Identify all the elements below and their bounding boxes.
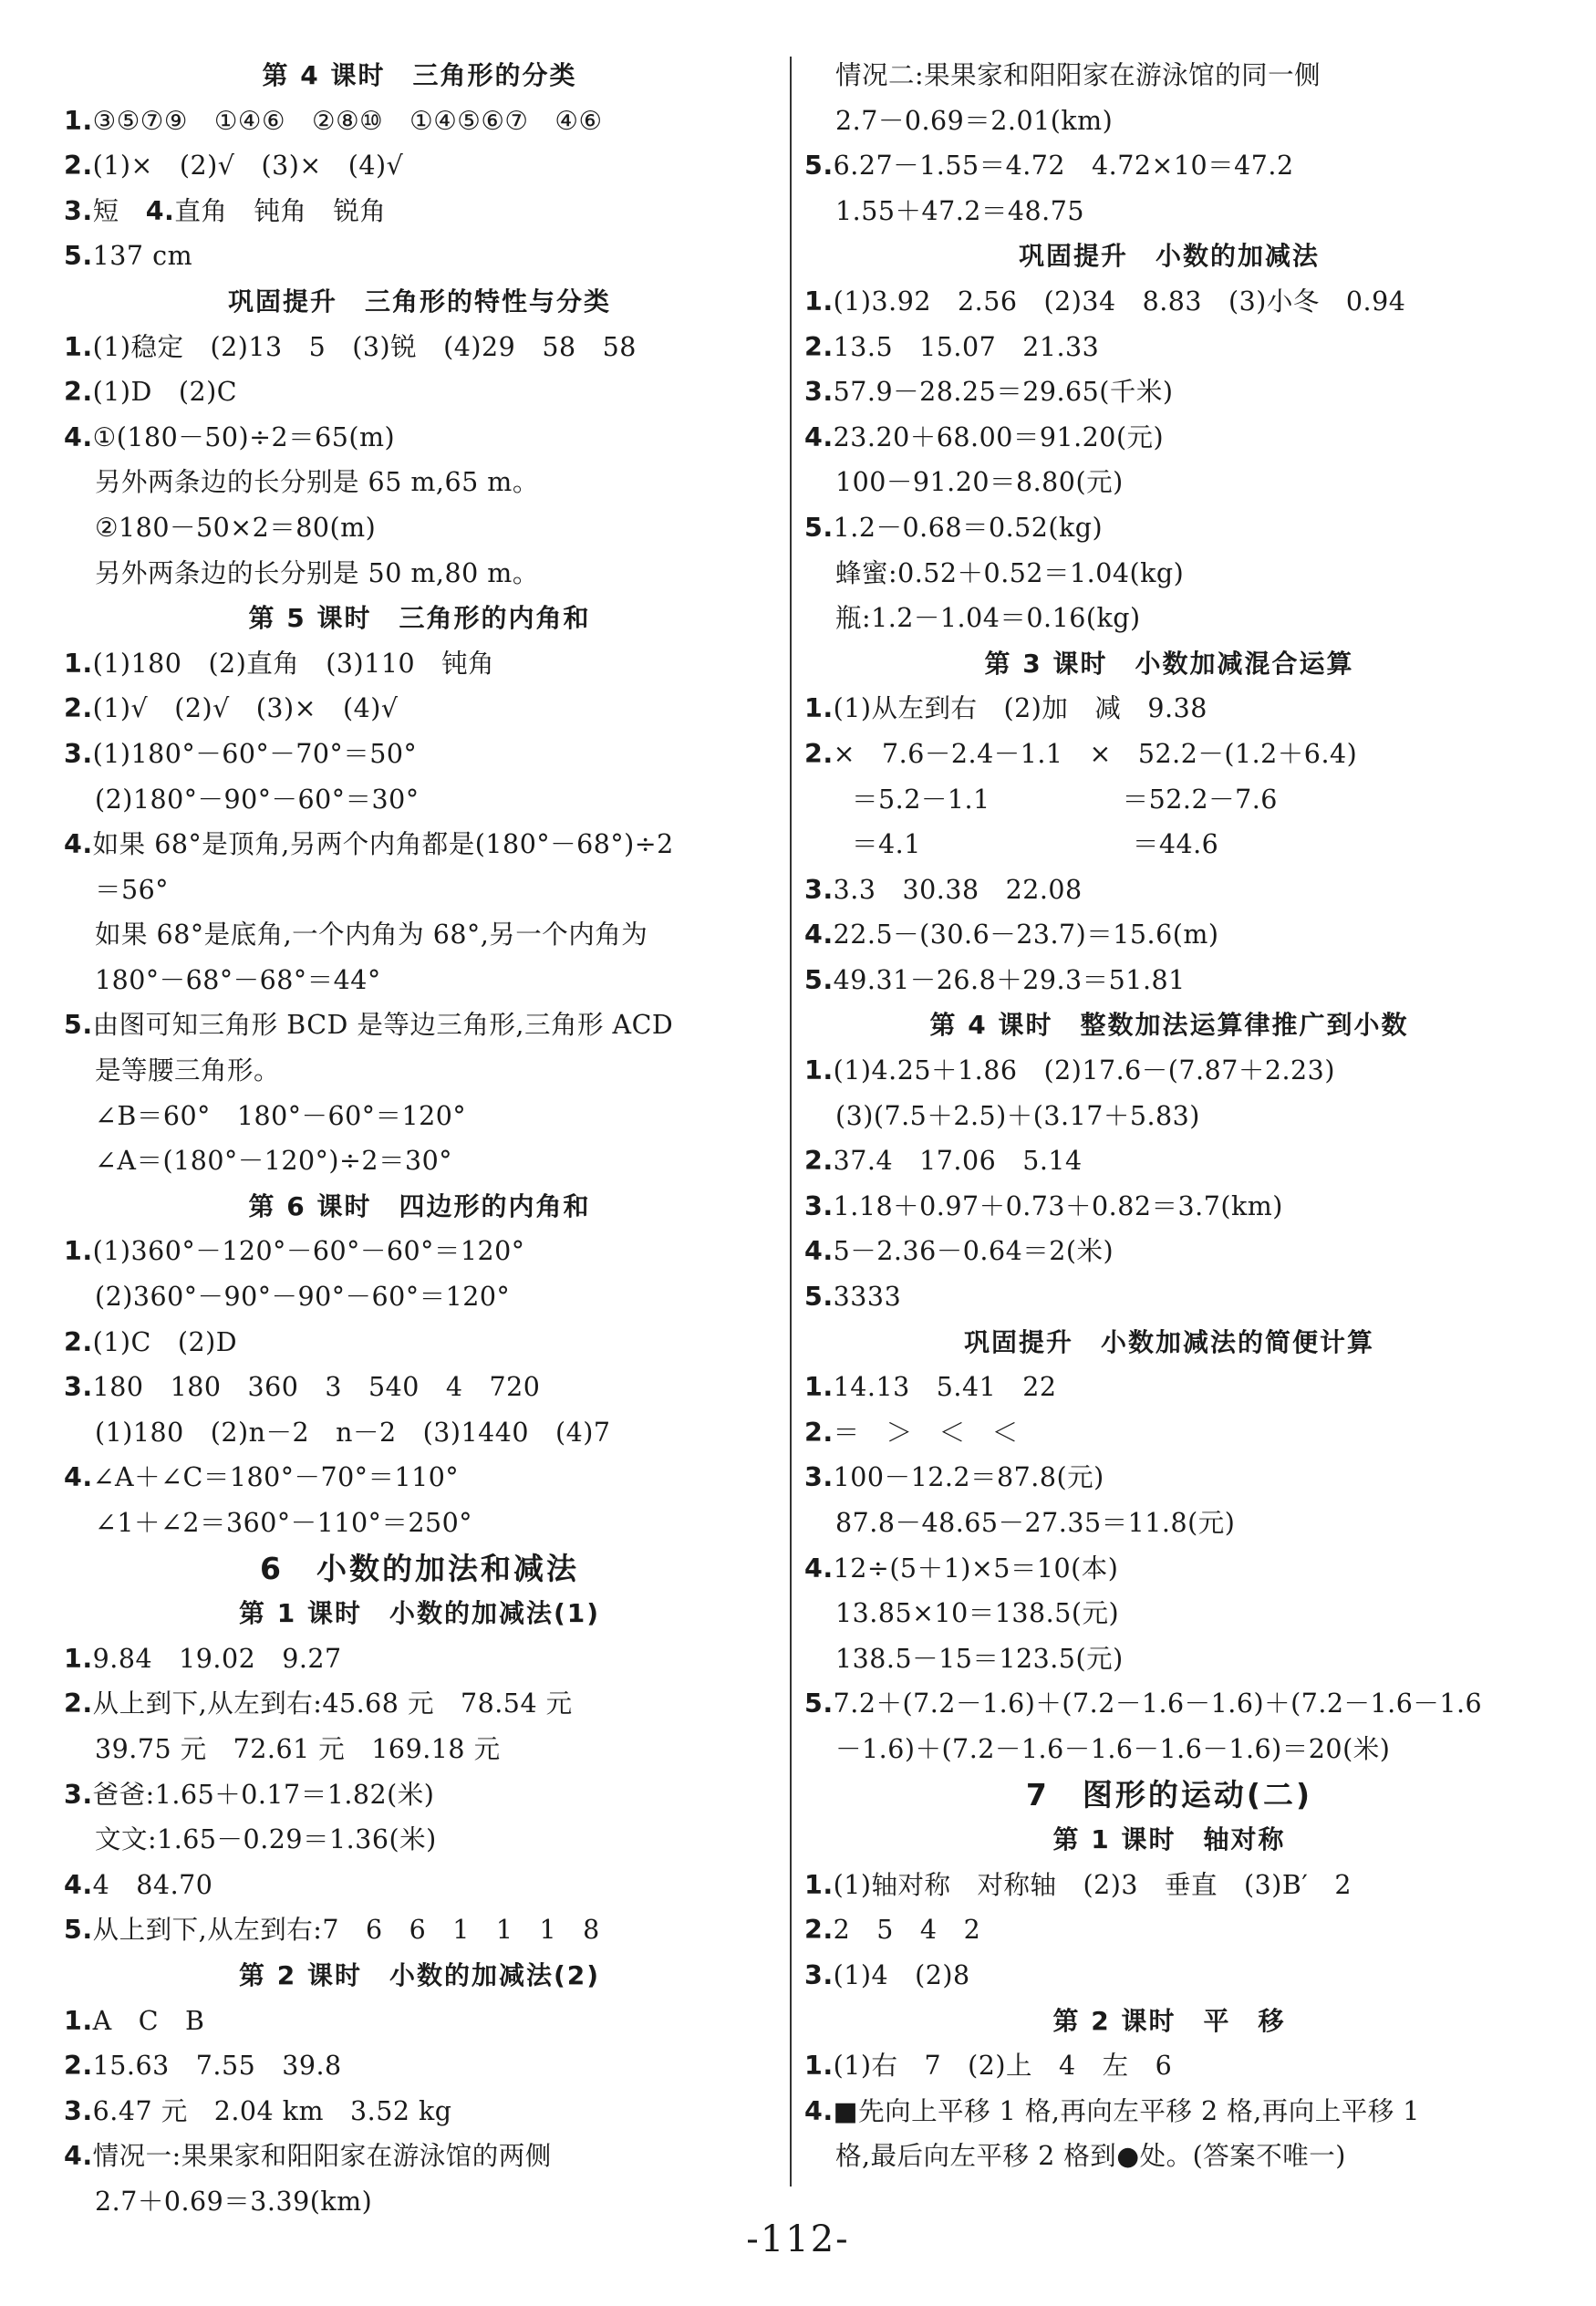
section-heading: 第 4 课时 三角形的分类	[262, 60, 577, 90]
answer-text: × 7.6－2.4－1.1 × 52.2－(1.2＋6.4)	[833, 738, 1358, 769]
chapter-heading: 6 小数的加法和减法	[260, 1550, 579, 1586]
question-number: 2.	[804, 331, 834, 362]
question-number: 1.	[64, 1236, 93, 1267]
question-number: 3.	[804, 377, 834, 408]
answer-text: 100－12.2＝87.8(元)	[833, 1462, 1104, 1493]
answer-continuation: 1.55＋47.2＝48.75	[835, 195, 1085, 226]
answer-line	[804, 325, 1534, 370]
question-number: 5.	[64, 1010, 93, 1041]
answer-line	[804, 1546, 1534, 1592]
answer-text: 爸爸:1.65＋0.17＝1.82(米)	[92, 1779, 435, 1810]
answer-text: (1)4.25＋1.86 (2)17.6－(7.87＋2.23)	[833, 1055, 1335, 1086]
question-number: 1.	[804, 1869, 834, 1900]
answer-line	[804, 912, 1534, 958]
answer-text: 13.5 15.07 21.33	[833, 331, 1100, 362]
answer-line	[804, 1274, 1534, 1320]
section-heading: 第 2 课时 小数的加减法(2)	[238, 1959, 601, 1990]
answer-line	[804, 1184, 1534, 1230]
question-number: 5.	[804, 1282, 834, 1313]
answer-text: 3.3 30.38 22.08	[833, 874, 1083, 905]
answer-line	[64, 1907, 775, 1953]
answer-continuation: 文文:1.65－0.29＝1.36(米)	[95, 1824, 437, 1855]
answer-continuation: ∠B＝60° 180°－60°＝120°	[95, 1100, 467, 1131]
answer-line	[804, 1681, 1534, 1727]
answer-continuation: ②180－50×2＝80(m)	[95, 512, 377, 543]
answer-continuation: 蜂蜜:0.52＋0.52＝1.04(kg)	[835, 557, 1185, 588]
answer-continuation: 情况二:果果家和阳阳家在游泳馆的同一侧	[835, 60, 1321, 90]
answer-text: 37.4 17.06 5.14	[833, 1146, 1083, 1177]
question-number: 4.	[64, 2141, 93, 2172]
answer-text: 23.20＋68.00＝91.20(元)	[833, 421, 1165, 452]
section-heading: 第 6 课时 四边形的内角和	[248, 1190, 591, 1221]
answer-continuation: (2)180°－90°－60°＝30°	[95, 784, 420, 815]
section-heading: 第 1 课时 轴对称	[1052, 1824, 1286, 1855]
question-number: 1.	[64, 331, 93, 362]
answer-text: A C B	[92, 2005, 205, 2036]
answer-text: 2 5 4 2	[833, 1915, 981, 1946]
answer-text: (1)3.92 2.56 (2)34 8.83 (3)小冬 0.94	[833, 286, 1406, 317]
answer-text: ①(180－50)÷2＝65(m)	[92, 421, 396, 452]
answer-line	[804, 1365, 1534, 1410]
question-number: 3.	[64, 2095, 93, 2126]
answer-continuation: 180°－68°－68°＝44°	[95, 964, 381, 995]
answer-text: (1)× (2)√ (3)× (4)√	[92, 151, 404, 182]
answer-text: 短	[92, 195, 146, 226]
answer-line	[804, 1863, 1534, 1908]
answer-line	[64, 1681, 775, 1727]
answer-line	[804, 1907, 1534, 1953]
answer-text: 12÷(5＋1)×5＝10(本)	[833, 1553, 1119, 1584]
question-number: 5.	[804, 151, 834, 182]
answer-text: 从上到下,从左到右:45.68 元 78.54 元	[92, 1688, 573, 1719]
question-number: 4.	[145, 195, 175, 226]
question-number: 3.	[804, 1959, 834, 1990]
answer-text: (1)稳定 (2)13 5 (3)锐 (4)29 58 58	[92, 331, 637, 362]
answer-text: 1.2－0.68＝0.52(kg)	[833, 512, 1104, 543]
answer-text: (1)180°－60°－70°＝50°	[92, 738, 418, 769]
answer-line	[804, 505, 1534, 551]
question-number: 4.	[804, 421, 834, 452]
answer-text: (1)4 (2)8	[833, 1959, 970, 1990]
answer-text: (1)D (2)C	[92, 377, 238, 408]
question-number: 5.	[804, 1688, 834, 1719]
question-number: 4.	[64, 1462, 93, 1493]
answer-continuation: (2)360°－90°－90°－60°＝120°	[95, 1282, 511, 1313]
answer-line	[64, 2043, 775, 2089]
section-heading: 第 2 课时 平 移	[1052, 2005, 1286, 2036]
answer-text: (1)C (2)D	[92, 1326, 238, 1357]
answer-continuation: 如果 68°是底角,一个内角为 68°,另一个内角为	[95, 919, 648, 950]
question-number: 5.	[64, 1915, 93, 1946]
answer-line	[804, 1048, 1534, 1094]
answer-continuation: 87.8－48.65－27.35＝11.8(元)	[835, 1508, 1236, 1538]
answer-line	[64, 1636, 775, 1682]
answer-line	[804, 1410, 1534, 1456]
answer-line	[804, 867, 1534, 913]
answer-continuation: 瓶:1.2－1.04＝0.16(kg)	[835, 603, 1141, 634]
answer-text: 1.18＋0.97＋0.73＋0.82＝3.7(km)	[833, 1190, 1283, 1221]
answer-line	[64, 1863, 775, 1908]
question-number: 3.	[64, 195, 93, 226]
answer-continuation: ∠A＝(180°－120°)÷2＝30°	[95, 1146, 453, 1177]
question-number: 4.	[804, 1236, 834, 1267]
answer-continuation: ＝56°	[95, 874, 170, 905]
question-number: 2.	[64, 1326, 93, 1357]
answer-text: (1)右 7 (2)上 4 左 6	[833, 2051, 1173, 2082]
answer-line	[64, 415, 775, 461]
answer-text: 57.9－28.25＝29.65(千米)	[833, 377, 1174, 408]
answer-text: (1)180 (2)直角 (3)110 钝角	[92, 648, 495, 679]
answer-line	[64, 732, 775, 777]
answer-text: ＝ ＞ ＜ ＜	[833, 1417, 1019, 1448]
question-number: 1.	[64, 105, 93, 136]
answer-line	[804, 369, 1534, 415]
answer-text: 137 cm	[92, 241, 193, 272]
answer-text: (1)360°－120°－60°－60°＝120°	[92, 1236, 525, 1267]
answer-text: 49.31－26.8＋29.3＝51.81	[833, 964, 1186, 995]
question-number: 5.	[804, 964, 834, 995]
answer-line	[64, 234, 775, 279]
question-number: 1.	[64, 648, 93, 679]
question-number: 2.	[64, 151, 93, 182]
answer-continuation: ∠1＋∠2＝360°－110°＝250°	[95, 1508, 472, 1538]
answer-line	[64, 2089, 775, 2135]
question-number: 2.	[64, 1688, 93, 1719]
question-number: 4.	[804, 2095, 834, 2126]
question-number: 4.	[64, 421, 93, 452]
question-number: 3.	[804, 1190, 834, 1221]
answer-continuation: 39.75 元 72.61 元 169.18 元	[95, 1733, 501, 1764]
answer-line	[804, 1229, 1534, 1274]
question-number: 2.	[804, 1915, 834, 1946]
answer-line	[804, 2089, 1534, 2135]
answer-line	[64, 325, 775, 370]
answer-line	[64, 686, 775, 732]
answer-continuation: 2.7＋0.69＝3.39(km)	[95, 2186, 373, 2217]
answer-line	[804, 686, 1534, 732]
answer-text: 9.84 19.02 9.27	[92, 1643, 342, 1674]
section-heading: 第 5 课时 三角形的内角和	[248, 603, 591, 634]
question-number: 2.	[64, 377, 93, 408]
answer-text: 6.47 元 2.04 km 3.52 kg	[92, 2095, 452, 2126]
answer-continuation: 格,最后向左平移 2 格到●处。(答案不唯一)	[835, 2141, 1346, 2172]
answer-text: 7.2＋(7.2－1.6)＋(7.2－1.6－1.6)＋(7.2－1.6－1.6	[833, 1688, 1483, 1719]
answer-line	[64, 99, 775, 144]
answer-line	[804, 1138, 1534, 1184]
answer-line	[64, 189, 775, 234]
answer-line	[804, 732, 1534, 777]
question-number: 4.	[64, 829, 93, 860]
answer-continuation: 另外两条边的长分别是 50 m,80 m。	[95, 557, 539, 588]
question-number: 3.	[804, 874, 834, 905]
answer-continuation: (3)(7.5＋2.5)＋(3.17＋5.83)	[835, 1100, 1200, 1131]
answer-continuation: 另外两条边的长分别是 65 m,65 m。	[95, 467, 539, 498]
answer-line	[64, 1320, 775, 1366]
question-number: 3.	[64, 738, 93, 769]
question-number: 1.	[804, 286, 834, 317]
question-number: 2.	[64, 2051, 93, 2082]
question-number: 4.	[804, 1553, 834, 1584]
question-number: 2.	[804, 1417, 834, 1448]
question-number: 1.	[804, 693, 834, 724]
answer-text: ∠A＋∠C＝180°－70°＝110°	[92, 1462, 460, 1493]
answer-line	[64, 1229, 775, 1274]
section-heading: 巩固提升 三角形的特性与分类	[227, 286, 611, 317]
section-heading: 第 3 课时 小数加减混合运算	[984, 648, 1354, 679]
answer-line	[64, 1002, 775, 1048]
section-heading: 第 1 课时 小数的加减法(1)	[238, 1598, 601, 1629]
question-number: 1.	[804, 1055, 834, 1086]
answer-line	[804, 1953, 1534, 1999]
answer-line	[804, 1455, 1534, 1501]
answer-continuation: ＝4.1 ＝44.6	[852, 829, 1219, 860]
answer-text: 6.27－1.55＝4.72 4.72×10＝47.2	[833, 151, 1294, 182]
chapter-heading: 7 图形的运动(二)	[1025, 1776, 1313, 1813]
answer-text: 5－2.36－0.64＝2(米)	[833, 1236, 1114, 1267]
answer-line	[64, 1365, 775, 1410]
left-column	[64, 53, 775, 2225]
question-number: 2.	[804, 1146, 834, 1177]
answer-text: 从上到下,从左到右:7 6 6 1 1 1 8	[92, 1915, 600, 1946]
column-divider	[790, 57, 792, 2187]
question-number: 3.	[804, 1462, 834, 1493]
section-heading: 第 4 课时 整数加法运算律推广到小数	[929, 1010, 1409, 1041]
answer-line	[64, 1455, 775, 1501]
answer-continuation: 13.85×10＝138.5(元)	[835, 1598, 1120, 1629]
answer-line	[64, 369, 775, 415]
question-number: 5.	[64, 241, 93, 272]
answer-text: (1)从左到右 (2)加 减 9.38	[833, 693, 1207, 724]
answer-line	[64, 1999, 775, 2044]
answer-line	[64, 822, 775, 867]
answer-text: (1)轴对称 对称轴 (2)3 垂直 (3)B′ 2	[833, 1869, 1352, 1900]
answer-line	[804, 279, 1534, 325]
answer-text: 情况一:果果家和阳阳家在游泳馆的两侧	[92, 2141, 552, 2172]
answer-text: 由图可知三角形 BCD 是等边三角形,三角形 ACD	[92, 1010, 674, 1041]
answer-continuation: 是等腰三角形。	[95, 1055, 281, 1086]
section-heading: 巩固提升 小数加减法的简便计算	[963, 1326, 1374, 1357]
question-number: 1.	[64, 2005, 93, 2036]
answer-continuation: －1.6)＋(7.2－1.6－1.6－1.6－1.6)＝20(米)	[835, 1733, 1391, 1764]
answer-continuation: 2.7－0.69＝2.01(km)	[835, 105, 1114, 136]
question-number: 5.	[804, 512, 834, 543]
question-number: 3.	[64, 1372, 93, 1403]
answer-text: 4 84.70	[92, 1869, 213, 1900]
page-number: -112-	[746, 2218, 850, 2260]
answer-text: 180 180 360 3 540 4 720	[92, 1372, 541, 1403]
answer-line	[64, 2134, 775, 2179]
answer-text: 22.5－(30.6－23.7)＝15.6(m)	[833, 919, 1219, 950]
answer-line	[64, 641, 775, 687]
right-column	[804, 53, 1534, 2179]
question-number: 2.	[64, 693, 93, 724]
answer-text: 如果 68°是顶角,另两个内角都是(180°－68°)÷2	[92, 829, 674, 860]
question-number: 2.	[804, 738, 834, 769]
answer-line	[64, 143, 775, 189]
answer-line	[804, 958, 1534, 1003]
answer-text: (1)√ (2)√ (3)× (4)√	[92, 693, 399, 724]
answer-text: ③⑤⑦⑨ ①④⑥ ②⑧⑩ ①④⑤⑥⑦ ④⑥	[92, 105, 603, 136]
answer-text: 14.13 5.41 22	[833, 1372, 1057, 1403]
question-number: 1.	[64, 1643, 93, 1674]
answer-continuation: (1)180 (2)n－2 n－2 (3)1440 (4)7	[95, 1417, 611, 1448]
answer-continuation: ＝5.2－1.1 ＝52.2－7.6	[852, 784, 1278, 815]
answer-continuation: 100－91.20＝8.80(元)	[835, 467, 1124, 498]
answer-text: 15.63 7.55 39.8	[92, 2051, 342, 2082]
answer-text: ■先向上平移 1 格,再向左平移 2 格,再向上平移 1	[833, 2095, 1420, 2126]
question-number: 1.	[804, 2051, 834, 2082]
answer-text: 直角 钝角 锐角	[174, 195, 387, 226]
answer-line	[804, 415, 1534, 461]
answer-line	[804, 143, 1534, 189]
section-heading: 巩固提升 小数的加减法	[1018, 241, 1320, 272]
question-number: 4.	[804, 919, 834, 950]
question-number: 3.	[64, 1779, 93, 1810]
question-number: 4.	[64, 1869, 93, 1900]
answer-text: 3333	[833, 1282, 902, 1313]
answer-line	[64, 1772, 775, 1818]
answer-line	[804, 2043, 1534, 2089]
answer-continuation: 138.5－15＝123.5(元)	[835, 1643, 1124, 1674]
question-number: 1.	[804, 1372, 834, 1403]
